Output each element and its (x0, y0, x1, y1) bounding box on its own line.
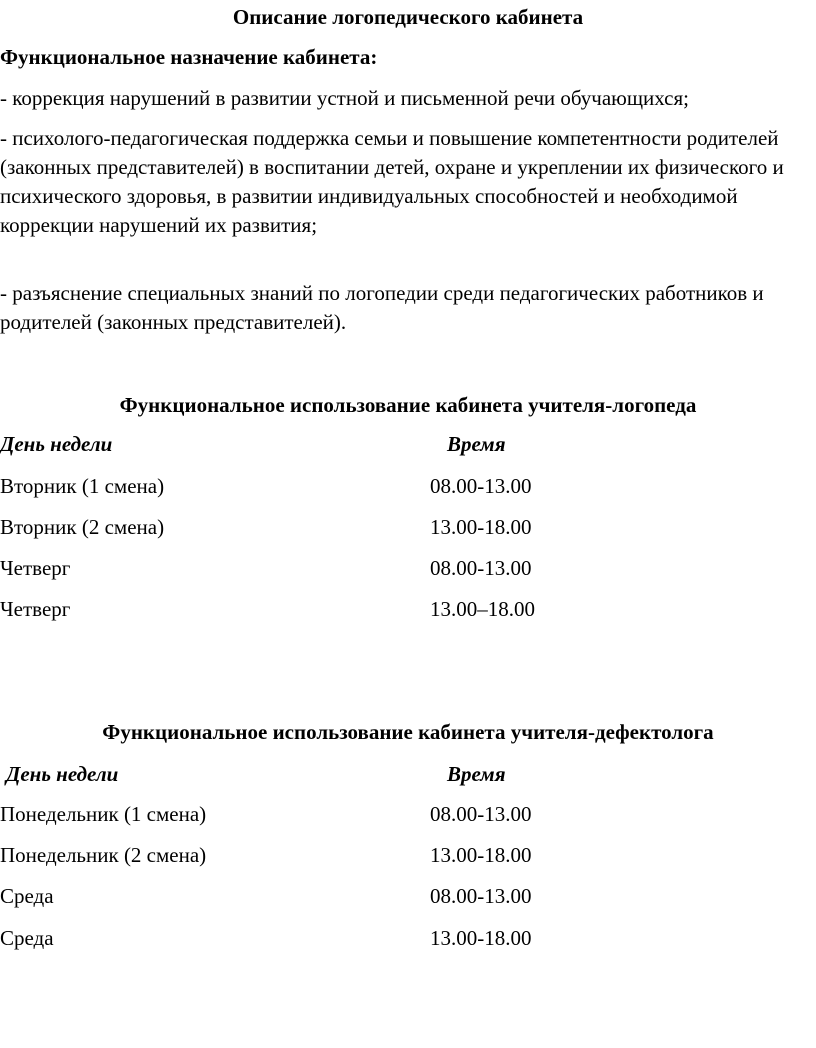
purpose-item-3: - разъяснение специальных знаний по логопедии среди педагогических работников и родителей (законных представителей). (0, 281, 764, 334)
purpose-item-1: - коррекция нарушений в развитии устной и письменной речи обучающихся; (0, 86, 689, 110)
time-cell: 08.00-13.00 (430, 884, 532, 908)
time-cell: 13.00-18.00 (430, 926, 532, 950)
table-row (0, 841, 816, 869)
purpose-heading: Функциональное назначение кабинета: (0, 45, 378, 69)
day-column-header: День недели (6, 762, 119, 786)
table-row (0, 924, 816, 952)
time-cell: 13.00–18.00 (430, 597, 535, 621)
defectologist-schedule-title: Функциональное использование кабинета учителя-дефектолога (102, 720, 714, 744)
time-cell: 13.00-18.00 (430, 843, 532, 867)
table-row (0, 800, 816, 828)
table-row (0, 595, 816, 623)
table-row (0, 472, 816, 500)
day-cell: Четверг (0, 597, 71, 621)
document-title: Описание логопедического кабинета (232, 5, 584, 29)
day-cell: Понедельник (2 смена) (0, 843, 207, 867)
defectologist-schedule-header (0, 760, 816, 788)
table-row (0, 882, 816, 910)
speech-therapist-schedule-title: Функциональное использование кабинета учителя-логопеда (119, 393, 697, 417)
table-row (0, 513, 816, 541)
day-cell: Четверг (0, 556, 71, 580)
time-cell: 08.00-13.00 (430, 802, 532, 826)
day-column-header: День недели (0, 432, 113, 456)
table-row (0, 554, 816, 582)
day-cell: Вторник (2 смена) (0, 515, 165, 539)
time-column-header: Время (447, 762, 506, 786)
day-cell: Вторник (1 смена) (0, 474, 165, 498)
time-cell: 08.00-13.00 (430, 474, 532, 498)
time-cell: 08.00-13.00 (430, 556, 532, 580)
time-cell: 13.00-18.00 (430, 515, 532, 539)
day-cell: Понедельник (1 смена) (0, 802, 207, 826)
purpose-item-2: - психолого-педагогическая поддержка семьи и повышение компетентности родителей (законных представителей) в воспитании детей, охране и укреплении их физического и психического здоровья, в развитии индивидуальных способностей и необходимой коррекции нарушений их развития; (0, 126, 784, 237)
day-cell: Среда (0, 926, 54, 950)
day-cell: Среда (0, 884, 54, 908)
time-column-header: Время (447, 432, 506, 456)
speech-therapist-schedule-header (0, 430, 816, 458)
